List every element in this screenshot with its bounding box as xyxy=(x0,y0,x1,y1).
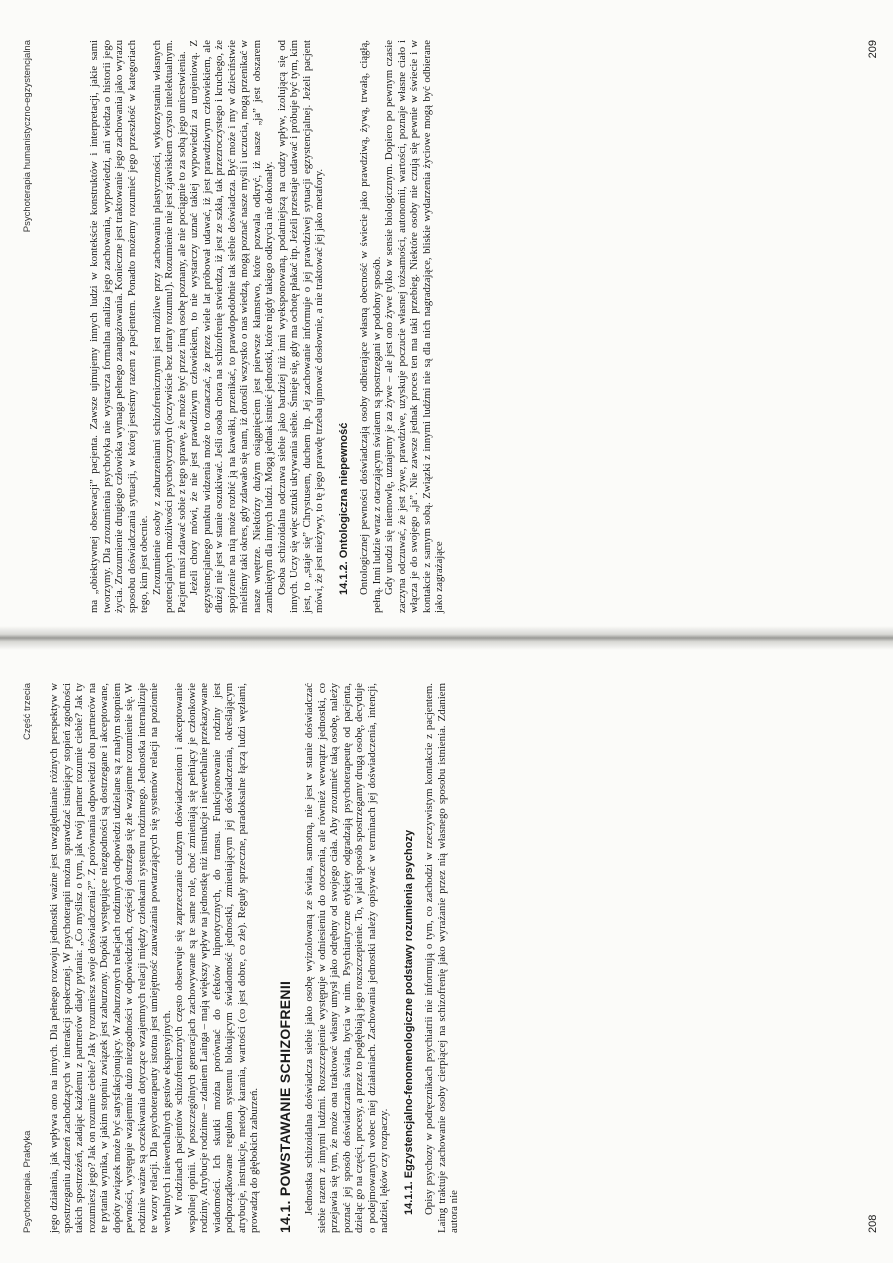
paragraph: W rodzinach pacjentów schizofrenicznych często obserwuje się zaprzeczanie cudzym doświadczeniom i akceptowanie wspólnej opinii. W poszczególnych generacjach zachowywane są te same role, choć zmieniają się pełniący je członkowie rodziny. Atrybucje rodzinne – zdaniem Lainga – mają większy wpływ na jednostkę niż instrukcje i niewerbalnie przekazywane wiadomości. Ich skutki można porównać do efektów hipnotycznych, do transu. Funkcjonowanie rodziny jest podporządkowane regułom systemu blokującym świadomość jednostki, zmieniającym jej doświadczenia, określającym atrybucje, instrukcje, metody karania, wartości (co jest dobre, co złe). Reguły sprzeczne, paradoksalne łączą ludzi węzłami, prowadzą do głębokich zaburzeń. xyxy=(173,683,260,1233)
page-number: 209 xyxy=(867,40,879,59)
paragraph: ma „obiektywnej obserwacji” pacjenta. Zawsze ujmujemy innych ludzi w kontekście konstruktów i interpretacji, jakie sami tworzymy. Dla zrozumienia psychotyka nie wystarcza formalna analiza jego zachowania, wypowiedzi, ani wiedza o historii jego życia. Zrozumienie drugiego człowieka wymaga pełnego zaangażowania. Konieczne jest traktowanie jego zachowania jako wyrazu sposobu doświadczania sytuacji, w której jesteśmy razem z pacjentem. Ponadto możemy rozumieć jego przeszłość w kategoriach tego, kim jest obecnie. xyxy=(88,40,150,613)
paragraph: jego działania, jak wpływa ono na innych. Dla pełnego rozwoju jednostki ważne jest uwzględnianie różnych perspektyw w spostrzeganiu zdarzeń zachodzących w interakcji społecznej. W psychoterapii można sprawdzać istniejący stopień zgodności takich spostrzeżeń, zadając każdemu z partnerów diady pytania: „Co myślisz o tym, jak twój partner rozumie ciebie? Jak ty rozumiesz jego? Jak on rozumie ciebie? Jak ty rozumiesz swoje doświadczenia?”. Z porównania odpowiedzi obu partnerów na te pytania wynika, w jakim stopniu związek jest zaburzony. Dopóki występujące niezgodności są dostrzegane i akceptowane, dopóty związek może być satysfakcjonujący. W zaburzonych relacjach rodzinnych odpowiedzi udzielane są z małym stopniem pewności, występuje wzajemnie dużo niezgodności w odpowiedziach, częściej dostrzega się złe wzajemne rozumienie się. W rodzinie ważne są oczekiwania dotyczące wzajemnych relacji między członkami systemu rodzinnego. Jednostka internalizuje te wzory relacji. Dla psychoterapeuty istotna jest umiejętność zauważania powtarzających się systemów relacji na poziomie werbalnych i niewerbalnych gestów ekspresyjnych. xyxy=(48,683,173,1233)
right-page xyxy=(0,0,893,628)
page-number: 208 xyxy=(867,1214,879,1233)
paragraph: Ontologicznej pewności doświadczają osoby odbierające własną obecność w świecie jako prawdziwą, żywą, trwałą, ciągłą, pełną. Inni ludzie wraz z otaczającym światem są spostrzegani w podobny sposób. xyxy=(358,40,383,613)
running-head-right: Część trzecia xyxy=(22,683,33,741)
subsection-heading: 14.1.1. Egzystencjalno-fenomenologiczne podstawy rozumienia psychozy xyxy=(402,829,415,1215)
section-heading: 14.1. POWSTAWANIE SCHIZOFRENII xyxy=(276,980,293,1233)
book-gutter xyxy=(0,626,893,650)
paragraph: Opisy psychozy w podręcznikach psychiatrii nie informują o tym, co zachodzi w rzeczywistym kontakcie z pacjentem. Laing traktuje zachowanie osoby cierpiącej na schizofrenię jako wyrażanie przez nią własnego sposobu istnienia. Zdaniem autora nie xyxy=(423,683,460,1233)
left-body-text xyxy=(48,683,461,1233)
paragraph: Jeżeli chory mówi, że nie jest prawdziwym człowiekiem, to nie wystarczy uznać takiej wypowiedzi za urojeniową. Z egzystencjalnego punktu widzenia może to oznaczać, że przez wiele lat próbował udawać, iż jest prawdziwym człowiekiem, ale dłużej nie jest w stanie oszukiwać. Jeśli osoba chora na schizofrenię stwierdza, iż jest ze szkła, tak przezroczystego i kruchego, że spojrzenie na nią może rozbić ją na kawałki, przenikać, to prawdopodobnie tak siebie doświadcza. Być może i my w dzieciństwie mieliśmy taki okres, gdy zdawało się nam, iż dorośli wszystko o nas wiedzą, mogą poznać nasze myśli i uczucia, mogą przenikać w nasze wnętrze. Niektórzy dużym osiągnięciem jest pierwsze kłamstwo, które pozwala odkryć, iż nasze „ja” jest obszarem zamkniętym dla innych ludzi. Mogą jednak istnieć jednostki, które nigdy takiego odkrycia nie dokonały. xyxy=(188,40,275,613)
subsection-heading: 14.1.2. Ontologiczna niepewność xyxy=(337,422,350,595)
left-page xyxy=(0,648,893,1263)
paragraph: Gdy urodzi się niemowlę, uznajemy je za żywe – ale jest ono żywe tylko w sensie biologicznym. Dopiero po pewnym czasie zaczyna odczuwać, że jest żywe, prawdziwe, uzyskuje poczucie własnej tożsamości, autonomii, wartości, poznaje własne ciało i włącza je do swojego „ja”. Nie zawsze jednak proces ten ma taki przebieg. Niektóre osoby nie czują się pewnie w świecie i w kontakcie z samym sobą. Związki z innymi ludźmi nie są dla nich nagradzające, bliskie wydarzenia życiowe mogą być odbierane jako zagrażające xyxy=(383,40,445,613)
paragraph: Osoba schizoidalna odczuwa siebie jako bardziej niż inni wyeksponowaną, podatniejszą na cudzy wpływ, izolującą się od innych. Uczy się więc sztuki ukrywania siebie. Śmieje się, gdy ma ochotę płakać itp. Jeżeli przestaje udawać i próbuje być tym, kim jest, to „staje się” Chrystusem, duchem itp. Jej zachowanie informuje o jej prawdziwej sytuacji egzystencjalnej. Jeżeli pacjent mówi, że jest nieżywy, to tę jego prawdę trzeba ujmować dosłownie, a nie traktować jej jako metafory. xyxy=(275,40,325,613)
right-body-text xyxy=(88,40,446,613)
running-head-right: Psychoterapia humanistyczno-egzystencjalna xyxy=(22,40,33,233)
paragraph: Zrozumienie osoby z zaburzeniami schizofrenicznymi jest możliwe przy zachowaniu plastyczności, wykorzystaniu własnych potencjalnych możliwości psychotycznych (oczywiście bez utraty rozumu!). Rozumienie nie jest zjawiskiem czysto intelektualnym. Pacjent musi zdawać sobie z tego sprawę, że może być przez inną osobę poznany, ale nie pociągnie to za sobą jego unicestwienia. xyxy=(150,40,188,613)
running-head-left: Psychoterapia. Praktyka xyxy=(22,1130,33,1233)
paragraph: Jednostka schizoidalna doświadcza siebie jako osobę wyizolowaną ze świata, samotną, nie jest w stanie doświadczać siebie razem z innymi ludźmi. Rozszczepienie występuje w odniesieniu do otoczenia, ale również wewnątrz jednostki, co przejawia się tym, że może ona traktować własny umysł jako odrębny od swojego ciała. Aby zrozumieć taką osobę, należy poznać jej sposób doświadczania świata, bycia w nim. Psychiatryczne etykiety odgradzają psychoterapeutę od pacjenta, dzieląc go na części, procesy, a przez to pogłębiają jego rozszczepienie. To, w jaki sposób spostrzegamy drugą osobę, decyduje o podejmowanych wobec niej działaniach. Zachowania jednostki należy opisywać w terminach jej doświadczenia, intencji, nadziei, lęków czy rozpaczy. xyxy=(303,683,390,1233)
